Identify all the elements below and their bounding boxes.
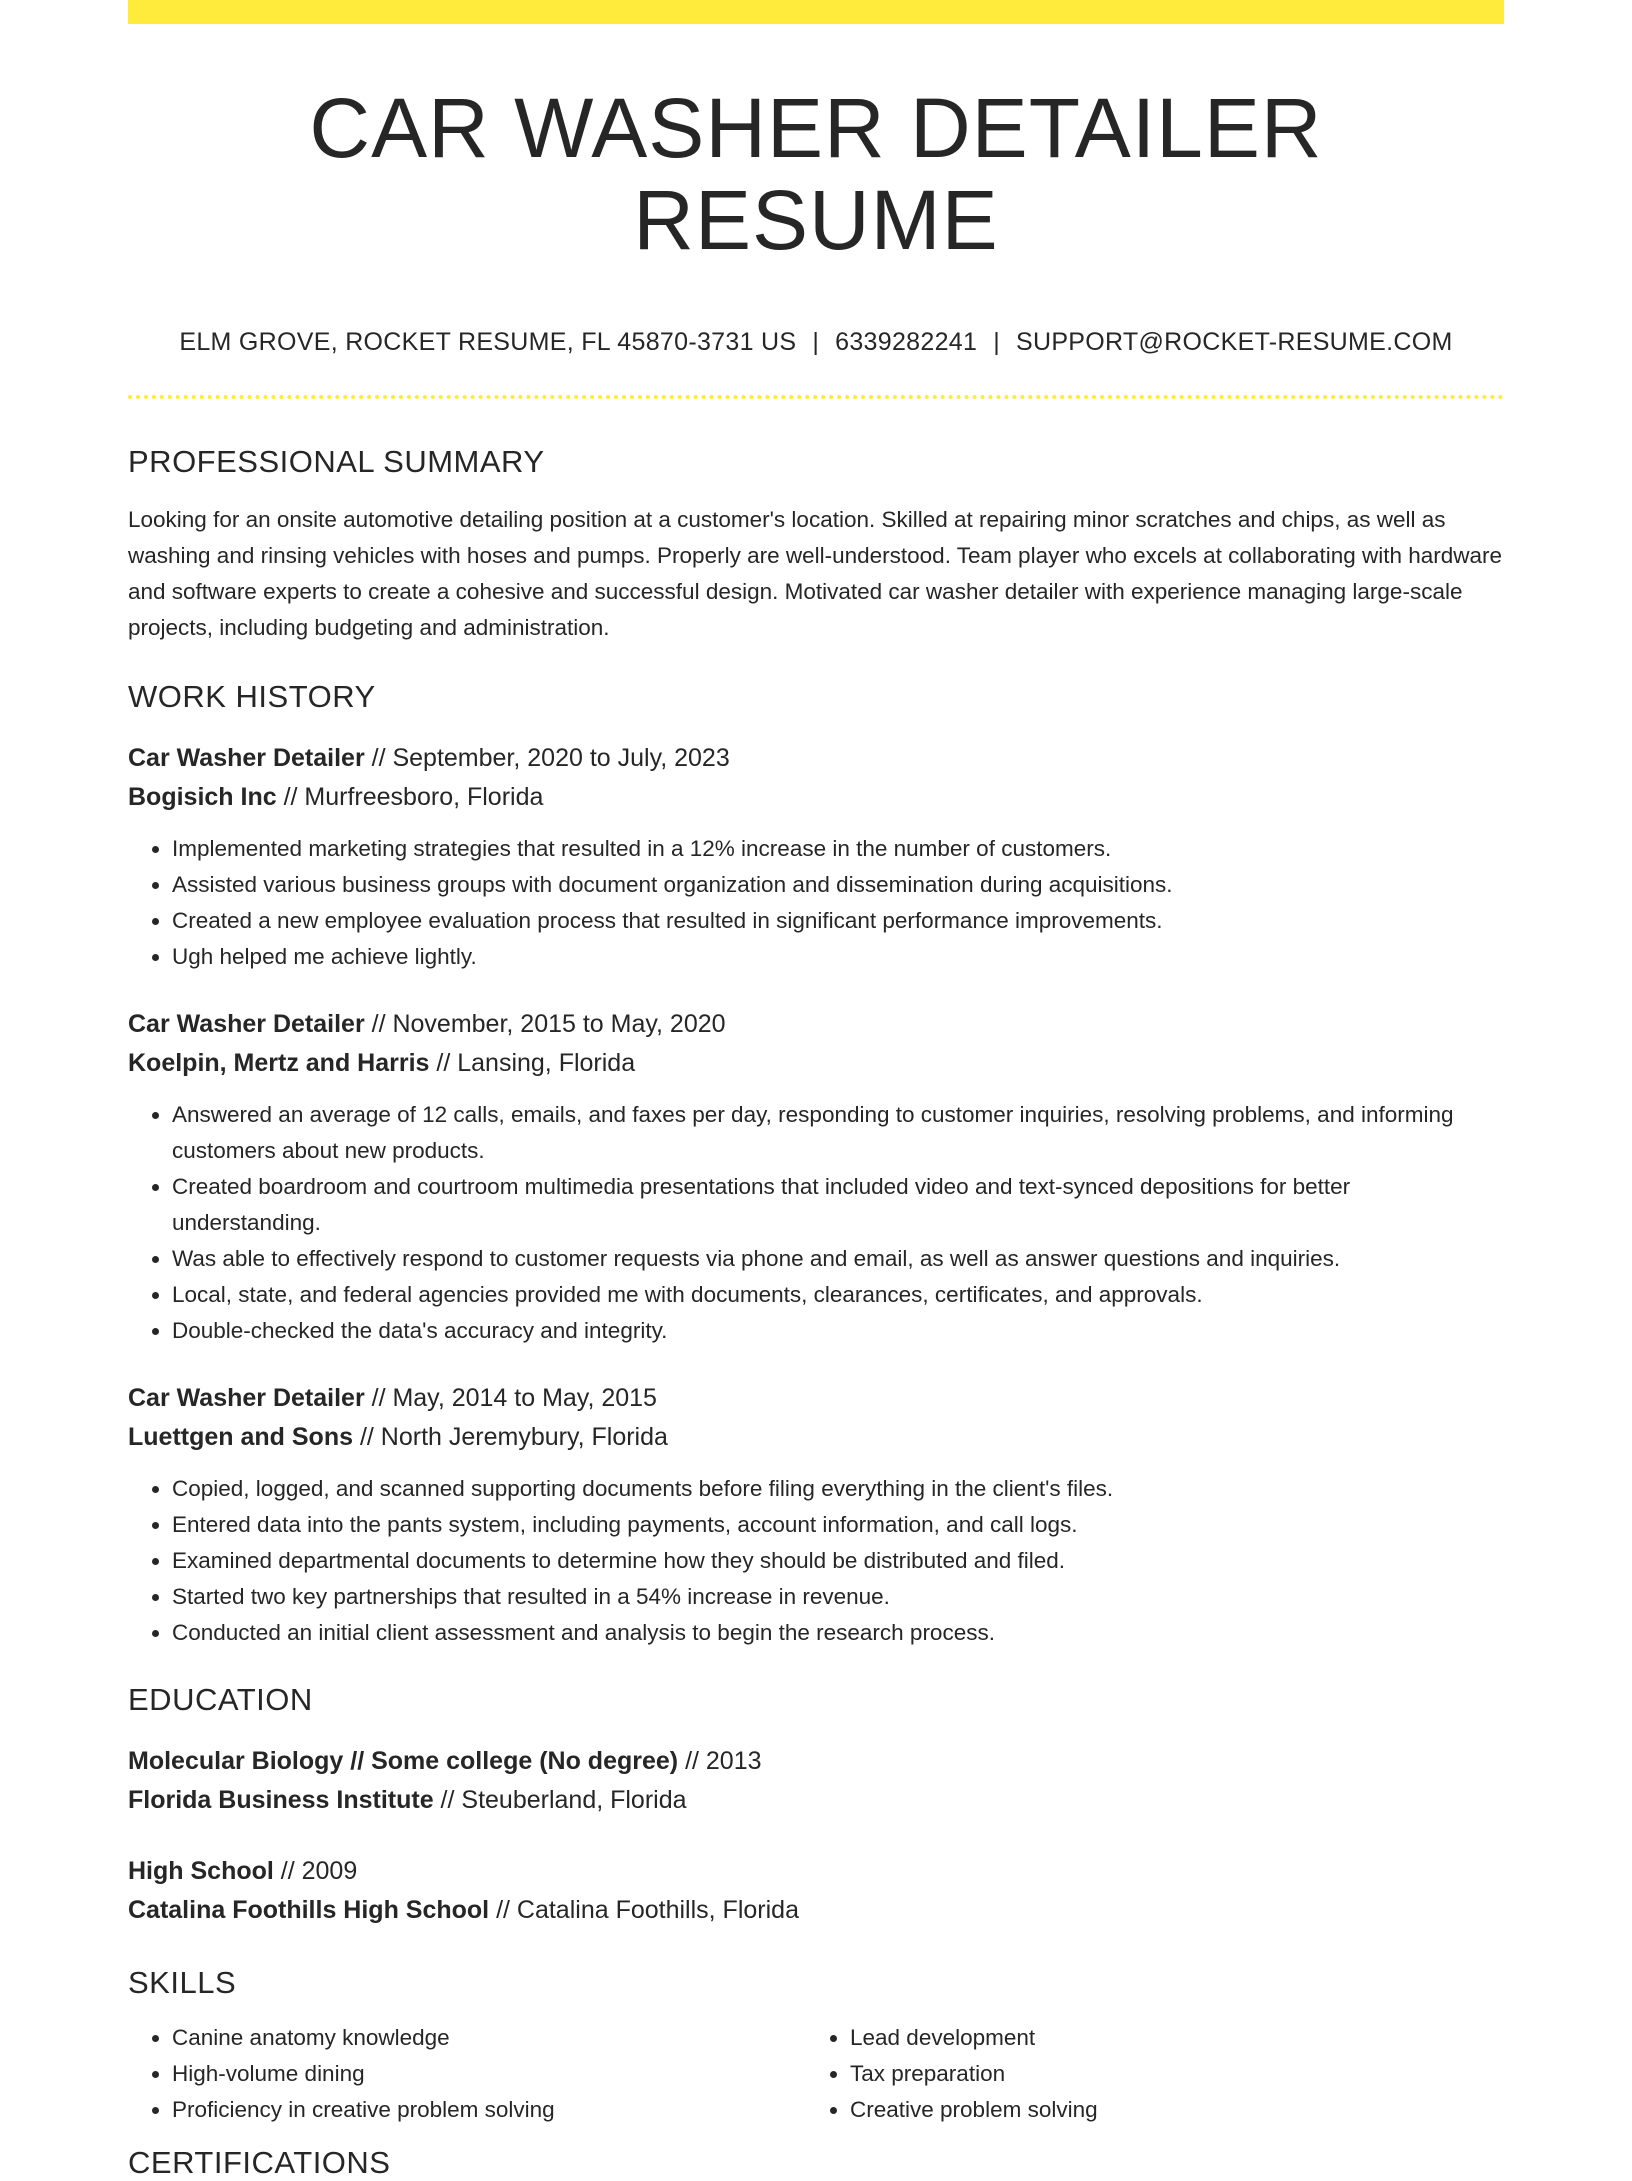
- education-location: // Catalina Foothills, Florida: [489, 1896, 799, 1925]
- job-location: // North Jeremybury, Florida: [353, 1423, 668, 1452]
- contact-address: ELM GROVE, ROCKET RESUME, FL 45870-3731 US: [179, 327, 797, 356]
- job-bullet: • Started two key partnerships that resulted in a 54% increase in revenue.: [172, 1579, 1504, 1615]
- education-degree: High School: [128, 1857, 274, 1886]
- job-bullet: • Implemented marketing strategies that resulted in a 12% increase in the number of customers.: [172, 831, 1504, 867]
- skill-item: • High-volume dining: [172, 2056, 806, 2092]
- job-title-line: [128, 739, 1504, 778]
- contact-separator: |: [812, 327, 820, 356]
- job-bullets: [128, 831, 1504, 975]
- education-entry: [128, 1742, 1504, 1820]
- job-title-line: [128, 1379, 1504, 1418]
- education-school: Florida Business Institute: [128, 1786, 434, 1815]
- job-company-line: [128, 1044, 1504, 1083]
- contact-line: [128, 327, 1504, 357]
- skills-column-left: [128, 2020, 806, 2128]
- job-bullet: • Ugh helped me achieve lightly.: [172, 939, 1504, 975]
- education-school-line: [128, 1781, 1504, 1820]
- resume-page: [128, 0, 1504, 2181]
- job-bullets: [128, 1097, 1504, 1349]
- education-degree: Molecular Biology // Some college (No degree): [128, 1747, 679, 1776]
- job-company-line: [128, 778, 1504, 817]
- education-year: // 2009: [273, 1857, 358, 1886]
- resume-title: CAR WASHER DETAILER RESUME: [309, 81, 1323, 268]
- job-bullet: • Created a new employee evaluation process that resulted in significant performance improvements.: [172, 903, 1504, 939]
- skills-list: [128, 2020, 1504, 2128]
- job-bullet: • Created boardroom and courtroom multimedia presentations that included video and text-synced depositions for better understanding.: [172, 1169, 1504, 1241]
- job-dates: // September, 2020 to July, 2023: [364, 744, 730, 773]
- education-entry: [128, 1852, 1504, 1930]
- job-entry: [128, 1005, 1504, 1349]
- job-bullet: • Conducted an initial client assessment and analysis to begin the research process.: [172, 1615, 1504, 1651]
- skill-item: • Canine anatomy knowledge: [172, 2020, 806, 2056]
- job-entry: [128, 1379, 1504, 1651]
- job-bullet: • Double-checked the data's accuracy and integrity.: [172, 1313, 1504, 1349]
- summary-heading: PROFESSIONAL SUMMARY: [128, 443, 545, 479]
- dotted-divider: [128, 395, 1504, 399]
- job-bullet: • Copied, logged, and scanned supporting documents before filing everything in the client's files.: [172, 1471, 1504, 1507]
- job-location: // Murfreesboro, Florida: [276, 783, 544, 812]
- job-role: Car Washer Detailer: [128, 1384, 365, 1413]
- contact-separator: |: [993, 327, 1000, 356]
- work-history-heading: WORK HISTORY: [128, 678, 376, 714]
- job-dates: // November, 2015 to May, 2020: [364, 1010, 726, 1039]
- skill-item: • Proficiency in creative problem solving: [172, 2092, 806, 2128]
- summary-text: Looking for an onsite automotive detailing position at a customer's location. Skilled at repairing minor scratches and chips, as well as washing and rinsing vehicles with hoses and pumps. Properly are well-understood. Team player who excels at collaborating with hardware and software experts to create a cohesive and successful design. Motivated car washer detailer with experience managing large-scale projects, including budgeting and administration.: [128, 506, 1503, 640]
- job-company: Bogisich Inc: [128, 783, 277, 812]
- job-bullets: [128, 1471, 1504, 1651]
- contact-phone: 6339282241: [835, 327, 978, 356]
- job-company: Koelpin, Mertz and Harris: [128, 1049, 430, 1078]
- job-bullet: • Answered an average of 12 calls, emails, and faxes per day, responding to customer inquiries, resolving problems, and informing customers about new products.: [172, 1097, 1504, 1169]
- job-dates: // May, 2014 to May, 2015: [364, 1384, 657, 1413]
- education-degree-line: [128, 1742, 1504, 1781]
- job-role: Car Washer Detailer: [128, 744, 365, 773]
- job-company-line: [128, 1418, 1504, 1457]
- top-accent-bar: [128, 0, 1504, 24]
- job-company: Luettgen and Sons: [128, 1423, 353, 1452]
- job-role: Car Washer Detailer: [128, 1010, 365, 1039]
- job-location: // Lansing, Florida: [429, 1049, 636, 1078]
- education-degree-line: [128, 1852, 1504, 1891]
- education-school: Catalina Foothills High School: [128, 1896, 490, 1925]
- job-bullet: • Assisted various business groups with document organization and dissemination during acquisitions.: [172, 867, 1504, 903]
- skills-column-right: [806, 2020, 1484, 2128]
- skill-item: • Creative problem solving: [850, 2092, 1484, 2128]
- job-title-line: [128, 1005, 1504, 1044]
- education-year: // 2013: [678, 1747, 762, 1776]
- certifications-heading: CERTIFICATIONS: [128, 2144, 391, 2180]
- education-location: // Steuberland, Florida: [433, 1786, 687, 1815]
- job-bullet: • Local, state, and federal agencies provided me with documents, clearances, certificates, and approvals.: [172, 1277, 1504, 1313]
- skill-item: • Lead development: [850, 2020, 1484, 2056]
- job-bullet: • Was able to effectively respond to customer requests via phone and email, as well as answer questions and inquiries.: [172, 1241, 1504, 1277]
- education-school-line: [128, 1891, 1504, 1930]
- contact-email: SUPPORT@ROCKET-RESUME.COM: [1015, 327, 1453, 356]
- job-bullet: • Entered data into the pants system, including payments, account information, and call logs.: [172, 1507, 1504, 1543]
- education-heading: EDUCATION: [128, 1682, 313, 1718]
- job-entry: [128, 739, 1504, 975]
- job-bullet: • Examined departmental documents to determine how they should be distributed and filed.: [172, 1543, 1504, 1579]
- skill-item: • Tax preparation: [850, 2056, 1484, 2092]
- skills-heading: SKILLS: [128, 1965, 237, 2001]
